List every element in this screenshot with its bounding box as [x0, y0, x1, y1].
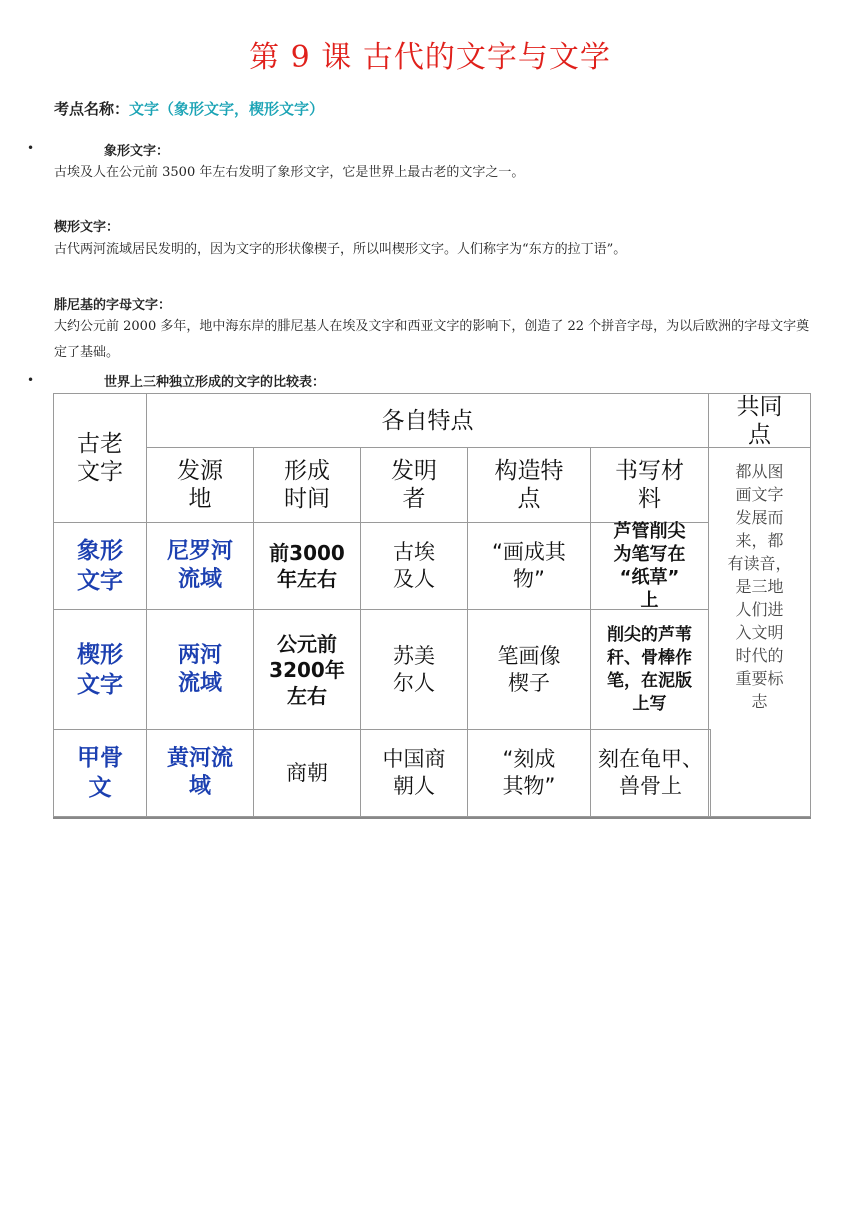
- topic-label: 考点名称：: [54, 100, 130, 118]
- cell-inventor: 苏美 尔人: [360, 609, 468, 730]
- table-header-common: 共同 点: [708, 393, 811, 448]
- topic-line: [54, 98, 324, 119]
- cell-structure: 笔画像 楔子: [467, 609, 591, 730]
- cell-inventor: 古埃 及人: [360, 522, 468, 610]
- row-label-hieroglyph: 象形 文字: [53, 522, 147, 610]
- section-heading-hieroglyph: 象形文字：: [104, 144, 170, 159]
- row-label-oracle: 甲骨 文: [53, 729, 147, 817]
- column-header-structure: 构造特 点: [467, 447, 591, 523]
- cell-origin: 黄河流 域: [146, 729, 254, 817]
- cell-origin: 尼罗河 流域: [146, 522, 254, 610]
- cell-time: 公元前 3200年 左右: [253, 609, 361, 730]
- table-header-group: 各自特点: [146, 393, 709, 448]
- cell-material: 削尖的芦苇 秆、骨棒作 笔，在泥版 上写: [590, 609, 709, 730]
- section-text-hieroglyph: 古埃及人在公元前 3500 年左右发明了象形文字，它是世界上最古老的文字之一。: [54, 165, 525, 180]
- cell-time: 商朝: [253, 729, 361, 817]
- comparison-table: [53, 393, 811, 819]
- table-heading: 世界上三种独立形成的文字的比较表：: [104, 375, 326, 390]
- page-title: 第 9 课 古代的文字与文学: [249, 40, 611, 75]
- cell-inventor: 中国商 朝人: [360, 729, 468, 817]
- section-text-cuneiform: 古代两河流域居民发明的，因为文字的形状像楔子，所以叫楔形文字。人们称字为“东方的拉丁语”。: [54, 242, 627, 257]
- table-header-script: 古老 文字: [53, 393, 147, 523]
- column-header-origin: 发源 地: [146, 447, 254, 523]
- bullet-icon: •: [27, 373, 35, 387]
- column-header-material: 书写材 料: [590, 447, 709, 523]
- cell-structure: “刻成 其物”: [467, 729, 591, 817]
- column-header-inventor: 发明 者: [360, 447, 468, 523]
- cell-material: 刻在龟甲、 兽骨上: [590, 729, 711, 817]
- row-label-cuneiform: 楔形 文字: [53, 609, 147, 730]
- cell-time: 前3000 年左右: [253, 522, 361, 610]
- topic-name: 文字（象形文字，楔形文字）: [129, 100, 325, 118]
- cell-structure: “画成其 物”: [467, 522, 591, 610]
- column-header-time: 形成 时间: [253, 447, 361, 523]
- bullet-icon: •: [27, 141, 35, 155]
- cell-material: 芦管削尖 为笔写在 “纸草” 上: [590, 522, 709, 610]
- section-heading-phoenician: 腓尼基的字母文字：: [54, 298, 172, 313]
- cell-origin: 两河 流域: [146, 609, 254, 730]
- section-text-phoenician: 大约公元前 2000 多年，地中海东岸的腓尼基人在埃及文字和西亚文字的影响下，创造了 22 个拼音字母，为以后欧洲的字母文字奠定了基础。: [54, 319, 810, 360]
- section-heading-cuneiform: 楔形文字：: [54, 220, 120, 235]
- cell-common-feature: 都从图 画文字 发展而 来，都 有读音， 是三地 人们进 入文明 时代的 重要标 志: [708, 447, 811, 817]
